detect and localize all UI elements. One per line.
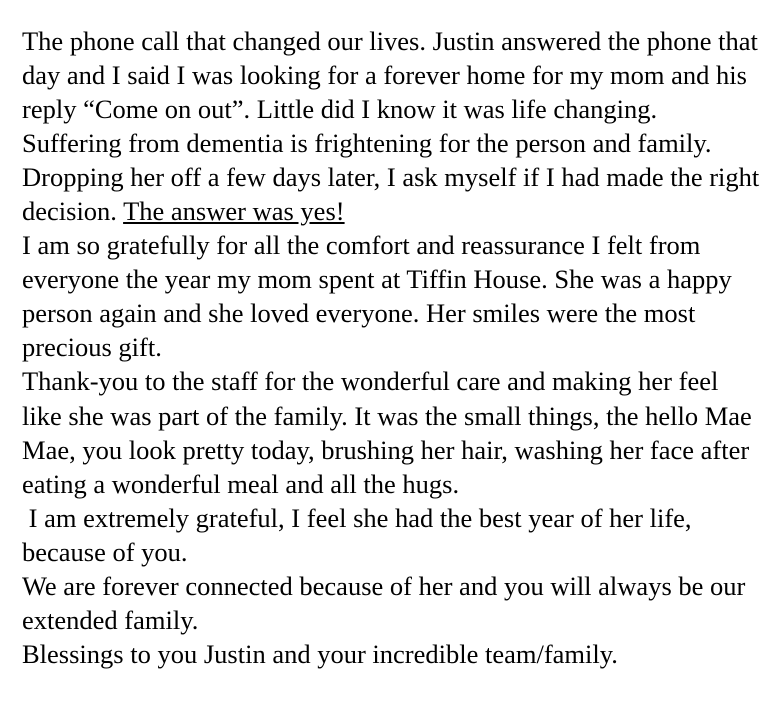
paragraph-3: I am so gratefully for all the comfort and reassurance I felt from everyone the year my mom spent at Tiffin House. She was a happy person again and she loved everyone. Her smiles were the most precious gift. [22,230,732,363]
paragraph-4: Thank-you to the staff for the wonderful care and making her feel like she was part of the family. It was the small things, the hello Mae Mae, you look pretty today, brushing her hair, washing her face after eating a wonderful meal and all the hugs. [22,366,752,499]
paragraph-5: I am extremely grateful, I feel she had the best year of her life, because of you. [22,502,699,567]
paragraph-6: We are forever connected because of her and you will always be our extended family. [22,570,746,635]
paragraph-2-underlined-text: The answer was yes! [123,196,345,227]
paragraph-2 [22,126,762,228]
paragraph-2-text: Suffering from dementia is frightening for the person and family. Dropping her off a few days later, I ask myself if I had made the right decision. [22,128,760,227]
testimonial-body [22,24,762,671]
paragraph-1: The phone call that changed our lives. Justin answered the phone that day and I said I was looking for a forever home for my mom and his reply “Come on out”. Little did I know it was life changing. [22,26,758,125]
paragraph-7: Blessings to you Justin and your incredible team/family. [22,638,618,669]
